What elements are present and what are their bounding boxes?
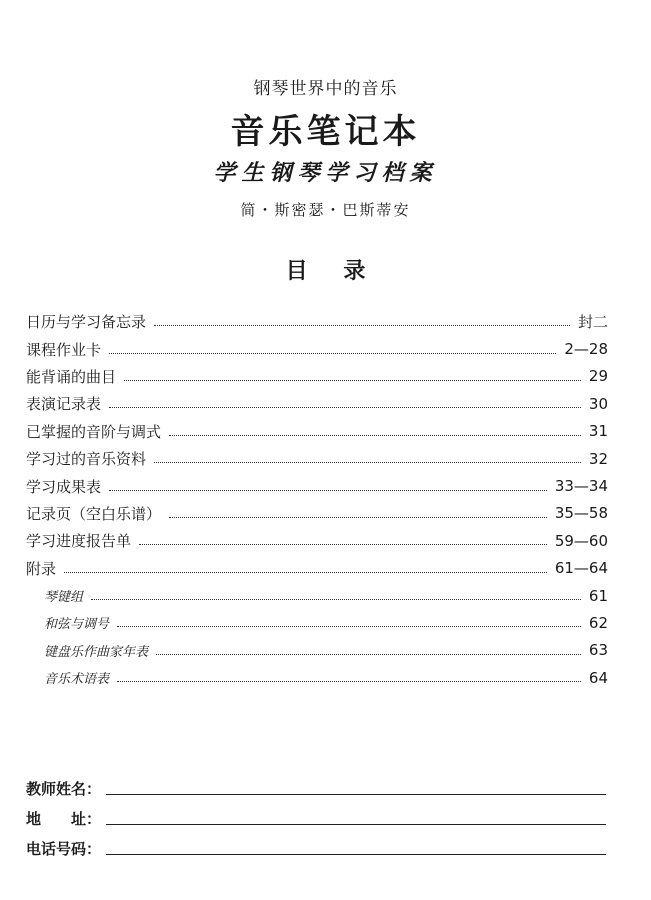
dot-leader xyxy=(117,626,581,627)
dot-leader xyxy=(91,599,581,600)
teacher-name-label: 教师姓名： xyxy=(26,780,102,798)
toc-entry-page: 35—58 xyxy=(554,504,608,523)
toc-entry-title: 附录 xyxy=(26,559,57,578)
toc-entry-title: 学习成果表 xyxy=(26,477,102,496)
toc-heading: 目 录 xyxy=(285,259,380,284)
toc-entry xyxy=(26,390,608,417)
dot-leader xyxy=(109,407,581,408)
toc-subentry-title: 键盘乐作曲家年表 xyxy=(44,644,149,660)
phone-row xyxy=(26,831,606,859)
toc-subentry-page: 64 xyxy=(588,668,608,687)
toc-entry-page: 33—34 xyxy=(554,477,608,496)
toc-subentry xyxy=(26,609,608,636)
phone-field[interactable] xyxy=(106,854,606,855)
toc-subentry-title: 琴键组 xyxy=(44,590,84,606)
toc-entry-page: 2—28 xyxy=(564,340,608,359)
toc-entry xyxy=(26,308,608,335)
dot-leader xyxy=(124,380,581,381)
book-title: 音乐笔记本 xyxy=(230,112,421,152)
contact-form xyxy=(26,771,606,861)
address-row xyxy=(26,801,606,829)
author: 简・斯密瑟・巴斯蒂安 xyxy=(240,201,411,219)
toc-entry xyxy=(26,418,608,445)
toc-subentry xyxy=(26,637,608,664)
dot-leader xyxy=(109,353,556,354)
toc-entry xyxy=(26,335,608,362)
toc-entry xyxy=(26,527,608,554)
dot-leader xyxy=(154,325,570,326)
teacher-name-field[interactable] xyxy=(106,794,606,795)
toc-entry-title: 学习过的音乐资料 xyxy=(26,450,147,469)
toc-subentry-title: 和弦与调号 xyxy=(44,617,110,633)
address-label: 地 址： xyxy=(26,810,102,828)
toc-entry-title: 能背诵的曲目 xyxy=(26,367,117,386)
toc-entry-page: 61—64 xyxy=(554,559,608,578)
series-title: 钢琴世界中的音乐 xyxy=(253,79,398,99)
toc-entry-page: 31 xyxy=(588,422,608,441)
dot-leader xyxy=(117,681,581,682)
dot-leader xyxy=(169,517,547,518)
dot-leader xyxy=(64,572,547,573)
toc-entry-title: 学习进度报告单 xyxy=(26,532,132,551)
teacher-name-row xyxy=(26,771,606,799)
toc-entry xyxy=(26,363,608,390)
toc-subentry-page: 61 xyxy=(588,586,608,605)
dot-leader xyxy=(109,490,547,491)
dot-leader xyxy=(139,544,547,545)
toc-entry-page: 封二 xyxy=(577,313,608,332)
toc-entry-page: 59—60 xyxy=(554,531,608,550)
toc-entry xyxy=(26,472,608,499)
dot-leader xyxy=(156,654,581,655)
toc-entry-title: 记录页（空白乐谱） xyxy=(26,504,162,523)
toc-entry-page: 30 xyxy=(588,394,608,413)
toc-subentry-page: 62 xyxy=(588,613,608,632)
phone-label: 电话号码： xyxy=(26,840,102,858)
toc-entry-title: 表演记录表 xyxy=(26,395,102,414)
toc-entry xyxy=(26,445,608,472)
toc-entry-page: 29 xyxy=(588,367,608,386)
toc-entry-title: 课程作业卡 xyxy=(26,340,102,359)
toc-entry-page: 32 xyxy=(588,449,608,468)
toc-subentry-page: 63 xyxy=(588,641,608,660)
toc-subentry xyxy=(26,582,608,609)
dot-leader xyxy=(154,462,581,463)
book-subtitle: 学生钢琴学习档案 xyxy=(213,160,438,186)
toc-entry xyxy=(26,555,608,582)
dot-leader xyxy=(169,435,581,436)
toc-entry-title: 日历与学习备忘录 xyxy=(26,313,147,332)
table-of-contents xyxy=(26,308,608,691)
toc-entry xyxy=(26,500,608,527)
toc-subentry-title: 音乐术语表 xyxy=(44,672,110,688)
toc-entry-title: 已掌握的音阶与调式 xyxy=(26,422,162,441)
toc-subentry xyxy=(26,664,608,691)
address-field[interactable] xyxy=(106,824,606,825)
